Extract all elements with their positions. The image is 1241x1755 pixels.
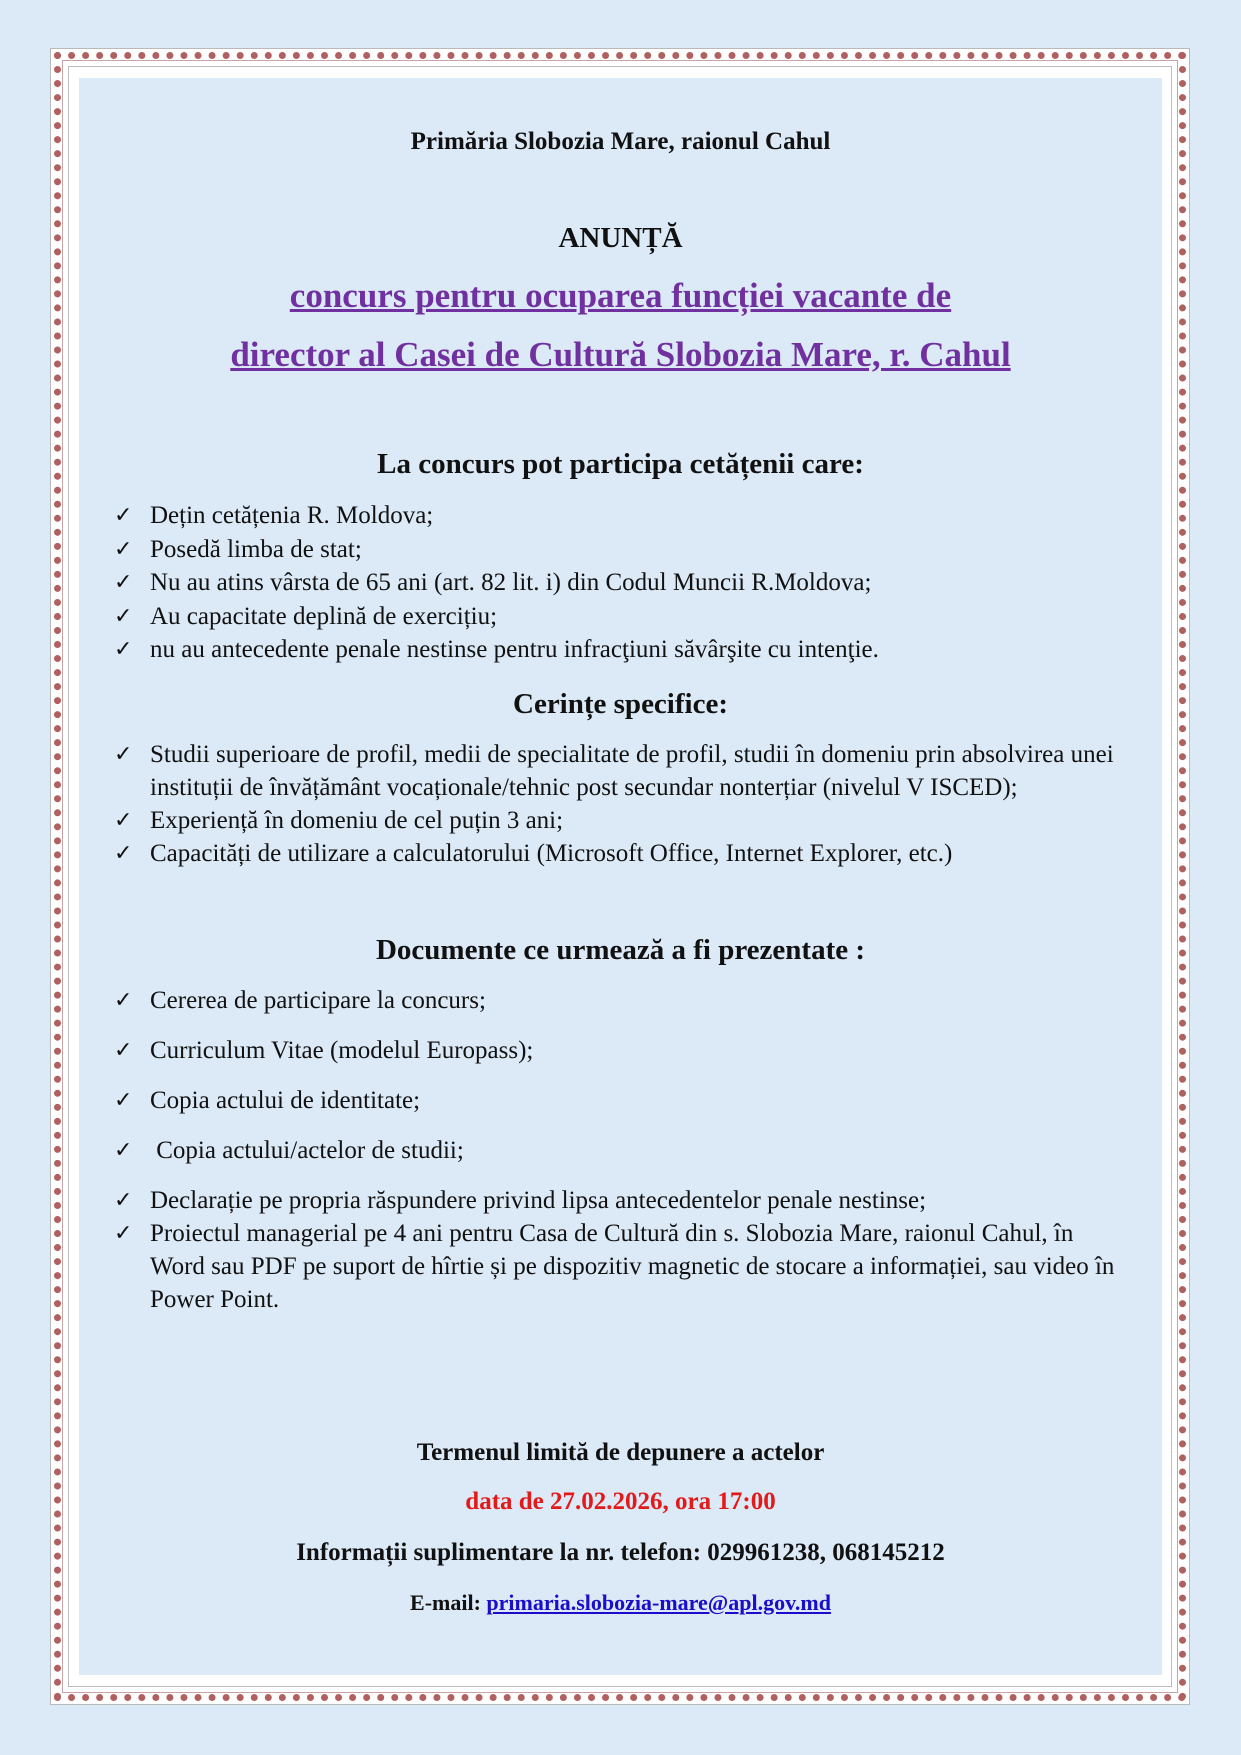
- documents-title: Documente ce urmează a fi prezentate :: [375, 934, 866, 966]
- headline-line-1: concurs pentru ocuparea funcției vacante de: [289, 276, 952, 315]
- documents-list: [114, 984, 1134, 1316]
- contact-email-line: [79, 1590, 1162, 1616]
- check-mark-icon: ✓: [114, 503, 133, 528]
- list-item-text: Au capacitate deplină de exercițiu;: [150, 602, 498, 630]
- list-item: [114, 533, 1134, 567]
- list-item-text: Copia actului/actelor de studii;: [150, 1137, 464, 1164]
- announce-heading: ANUNȚĂ: [558, 222, 683, 254]
- list-item-text: Curriculum Vitae (modelul Europass);: [150, 1037, 534, 1064]
- requirements-title: Cerințe specifice:: [513, 688, 728, 720]
- list-item: [114, 1217, 1134, 1316]
- list-item: [114, 1184, 1134, 1217]
- check-mark-icon: ✓: [114, 570, 133, 595]
- check-mark-icon: ✓: [114, 988, 133, 1013]
- email-label: E-mail:: [410, 1590, 487, 1615]
- check-mark-icon: ✓: [114, 536, 133, 562]
- list-item: [114, 738, 1134, 804]
- check-mark-icon: ✓: [114, 841, 133, 866]
- list-item: [114, 1084, 1134, 1117]
- list-item: [114, 1034, 1134, 1067]
- list-item-text: Dețin cetățenia R. Moldova;: [150, 502, 434, 529]
- list-item-text: Studii superioare de profil, medii de specialitate de profil, studii în domeniu prin absolvirea unei instituții de învățământ vocaționale/tehnic post secundar nonterțiar (nivelul V ISCED);: [150, 741, 1114, 801]
- list-item-text: nu au antecedente penale nestinse pentru infracţiuni săvârşite cu intenţie.: [150, 636, 879, 663]
- list-item-text: Copia actului de identitate;: [150, 1087, 421, 1114]
- list-item: [114, 837, 1134, 870]
- list-item-text: Capacități de utilizare a calculatorului (Microsoft Office, Internet Explorer, etc.): [150, 840, 953, 867]
- check-mark-icon: ✓: [114, 637, 133, 662]
- check-mark-icon: ✓: [114, 603, 133, 629]
- list-item-text: Experiență în domeniu de cel puțin 3 ani;: [150, 807, 564, 834]
- list-item-text: Declarație pe propria răspundere privind lipsa antecedentelor penale nestinse;: [150, 1187, 927, 1214]
- list-item: [114, 633, 1134, 667]
- list-item: [114, 804, 1134, 837]
- announcement-page: [79, 78, 1162, 1675]
- list-item-text: Posedă limba de stat;: [150, 535, 362, 563]
- eligibility-list: [114, 499, 1134, 667]
- requirements-list: [114, 738, 1134, 870]
- deadline-label: Termenul limită de depunere a actelor: [416, 1439, 825, 1466]
- deadline-date: data de 27.02.2026, ora 17:00: [465, 1488, 776, 1515]
- list-item-text: Nu au atins vârsta de 65 ani (art. 82 lit. i) din Codul Muncii R.Moldova;: [150, 569, 872, 596]
- check-mark-icon: ✓: [114, 1138, 133, 1163]
- list-item: [114, 1134, 1134, 1167]
- list-item-text: Proiectul managerial pe 4 ani pentru Casa de Cultură din s. Slobozia Mare, raionul Cahul, în Word sau PDF pe suport de hîrtie și pe dispozitiv magnetic de stocare a informației, sau video în Power Point.: [150, 1220, 1115, 1313]
- list-item: [114, 984, 1134, 1017]
- eligibility-title: La concurs pot participa cetățenii care:: [377, 448, 864, 480]
- check-mark-icon: ✓: [114, 1038, 133, 1063]
- list-item-text: Cererea de participare la concurs;: [150, 987, 486, 1014]
- list-item: [114, 600, 1134, 634]
- check-mark-icon: ✓: [114, 1088, 133, 1113]
- check-mark-icon: ✓: [114, 1188, 133, 1213]
- list-item: [114, 499, 1134, 533]
- list-item: [114, 566, 1134, 600]
- check-mark-icon: ✓: [114, 742, 133, 767]
- institution-name: Primăria Slobozia Mare, raionul Cahul: [410, 128, 831, 155]
- contact-phone-line: Informații suplimentare la nr. telefon: 029961238, 068145212: [296, 1539, 945, 1566]
- check-mark-icon: ✓: [114, 1221, 133, 1246]
- check-mark-icon: ✓: [114, 808, 133, 833]
- email-link[interactable]: primaria.slobozia-mare@apl.gov.md: [486, 1590, 831, 1615]
- headline-line-2: director al Casei de Cultură Slobozia Mare, r. Cahul: [230, 335, 1011, 374]
